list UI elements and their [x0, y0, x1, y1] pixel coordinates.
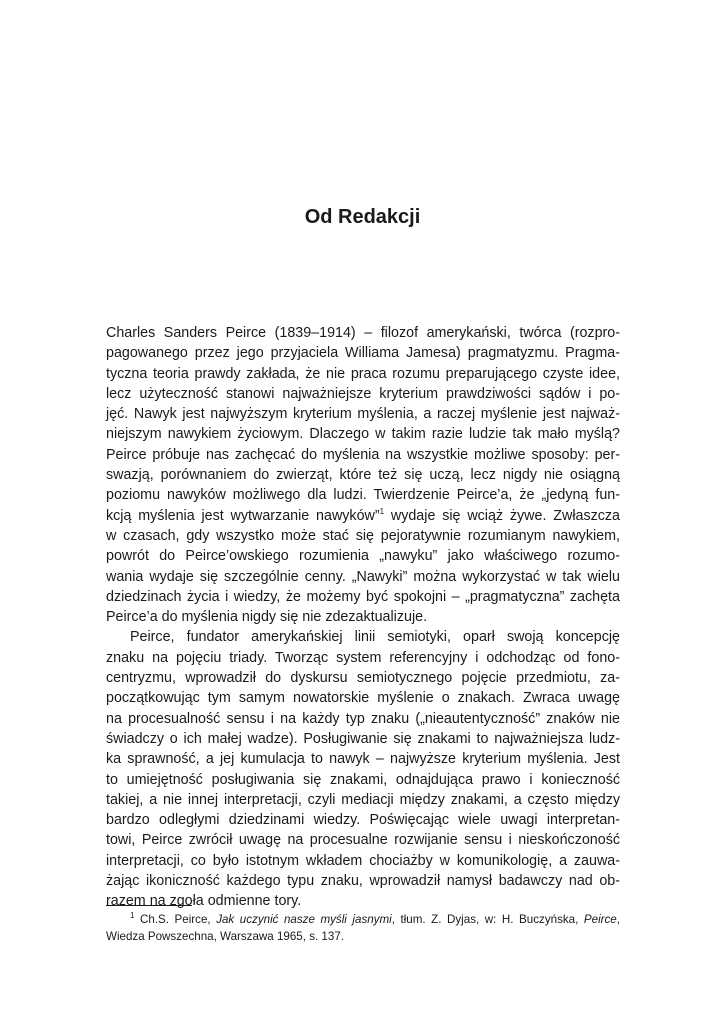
text-line: świadczy o ich małej wadze). Posługiwanie się znakami to najważniejsza ludz-: [106, 730, 620, 747]
text-line: Peirce, fundator amerykańskiej linii semiotyki, oparł swoją koncepcję: [130, 629, 620, 646]
text-line: pagowanego przez jego przyjaciela Williama Jamesa) pragmatyzmu. Pragma-: [106, 345, 620, 362]
text-line: tyczna teoria prawdy zakłada, że nie praca rozumu preparującego czyste idee,: [106, 365, 620, 382]
text-line: w czasach, gdy wszystko może stać się pejoratywnie rozumianym nawykiem,: [106, 527, 620, 544]
text-line: towi, Peirce zwrócił uwagę na procesualne rozwijanie sensu i nieskończoność: [106, 832, 620, 849]
text-line: Charles Sanders Peirce (1839–1914) – filozof amerykański, twórca (rozpro-: [106, 325, 620, 341]
footnote-divider: [106, 905, 192, 906]
text-line: takiej, a nie innej interpretacji, czyli mediacji między znakami, a często między: [106, 791, 620, 808]
text-line: wania wydaje się szczególnie cenny. „Nawyki” można wykorzystać w tak wielu: [106, 568, 620, 585]
text-line: interpretacji, co było istotnym wkładem chociażby w komunikologię, a zauwa-: [106, 852, 620, 869]
footnotes: [106, 911, 620, 945]
text-line: niejszym nawykiem życiowym. Dlaczego w takim razie ludzie tak mało myślą?: [106, 426, 620, 443]
text-line: bardzo odległymi dziedzinami wiedzy. Poświęcając wiele uwagi interpretan-: [106, 812, 620, 829]
text-line-with-footnote: [106, 506, 620, 526]
footnote-line: Wiedza Powszechna, Warszawa 1965, s. 137.: [106, 930, 344, 943]
text-line: Peirce’a do myślenia nigdy się nie zdezaktualizuje.: [106, 609, 428, 626]
page-title: Od Redakcji: [304, 206, 421, 228]
text-line: początkowując tym samym nowatorskie myślenie o znakach. Zwraca uwagę: [106, 690, 620, 707]
text-line: to umiejętność posługiwania się znakami, odnajdująca prawo i konieczność: [106, 771, 620, 788]
footnote-text: ,: [616, 913, 620, 926]
footnote-text: , tłum. Z. Dyjas, w: H. Buczyńska,: [391, 913, 584, 926]
text-segment: wydaje się wciąż żywe. Zwłaszcza: [384, 507, 620, 524]
text-line: lecz użyteczność stanowi najważniejsze kryterium prawdziwości sądów i po-: [106, 385, 620, 402]
text-line: Peirce próbuje nas zachęcać do myślenia na wszystkie możliwe sposoby: per-: [106, 446, 620, 463]
footnote-marker: 1: [130, 911, 135, 921]
text-line: żając ikoniczność każdego typu znaku, wprowadził namysł badawczy nad ob-: [106, 873, 620, 890]
text-line: jęć. Nawyk jest najwyższym kryterium myślenia, a raczej myślenie jest najważ-: [106, 406, 620, 423]
footnote-title: Jak uczynić nasze myśli jasnymi: [216, 913, 392, 926]
text-line: razem na zgoła odmienne tory.: [106, 893, 302, 910]
footnote-line: [106, 911, 620, 928]
text-line: ka sprawność, a jej kumulacja to nawyk – najwyższe kryterium myślenia. Jest: [106, 751, 620, 768]
footnote-reference[interactable]: 1: [379, 506, 385, 516]
body-text: [106, 323, 620, 912]
text-line: na procesualność sensu i na każdy typ znaku („nieautentyczność” znaków nie: [106, 710, 620, 727]
footnote-title: Peirce: [583, 913, 617, 926]
text-segment: kcją myślenia jest wytwarzanie nawyków”: [106, 507, 380, 524]
text-line: znaku na pojęciu triady. Tworząc system referencyjny i odchodząc od fono-: [106, 649, 620, 666]
text-line: dziedzinach życia i wiedzy, że możemy być spokojni – „pragmatyczna” zachęta: [106, 588, 620, 605]
footnote-text: Ch.S. Peirce,: [134, 913, 217, 926]
text-line: centryzmu, wprowadził do dyskursu semiotycznego pojęcie przedmiotu, za-: [106, 670, 620, 687]
text-line: poziomu nawyków możliwego dla ludzi. Twierdzenie Peirce’a, że „jedyną fun-: [106, 487, 620, 504]
text-line: powrót do Peirce’owskiego rozumienia „nawyku” jako właściwego rozumo-: [106, 548, 620, 565]
text-line: swazją, porównaniem do zwierząt, które też się uczą, lecz nigdy nie osiągną: [106, 467, 620, 484]
